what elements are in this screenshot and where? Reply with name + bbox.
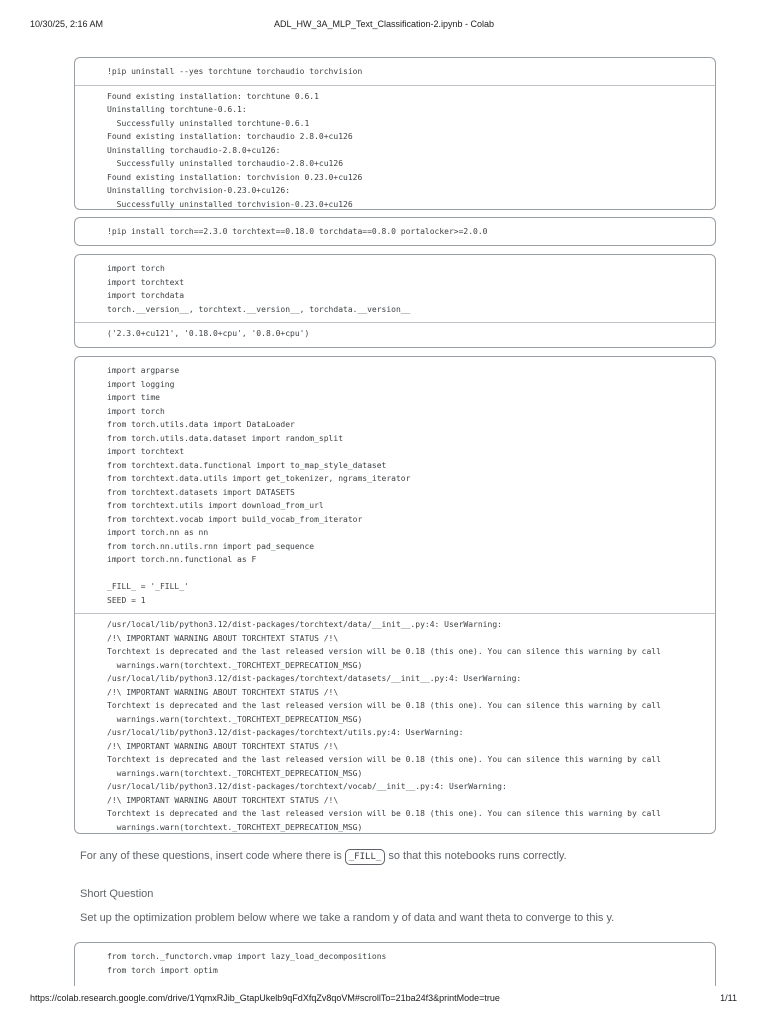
code-editor[interactable]: from torch._functorch.vmap import lazy_load_decompositions from torch import optim xyxy=(107,952,387,975)
cell-output: Found existing installation: torchtune 0.6.1 Uninstalling torchtune-0.6.1: Successfully uninstalled torchtune-0.6.1 Found existing installation: torchaudio 2.8.0+cu126 Uninstalling torchaudio-2.8.0+cu126: Successfully uninstalled torchaudio-2.8.0+cu126 Found existing installation: torchvision 0.23.0+cu126 Uninstalling torchvision-0.23.0+cu126: Successfully uninstalled torchvision-0.23.0+cu126 xyxy=(75,85,715,211)
print-url: https://colab.research.google.com/drive/1YqmxRJib_GtapUkelb9qFdXfqZv8qoVM#scrollTo=21ba24f3&printMode=true xyxy=(30,993,500,1003)
short-question-body: Set up the optimization problem below where we take a random y of data and want theta to converge to this y. xyxy=(80,912,615,924)
print-footer xyxy=(0,993,768,1007)
code-cell-pip-uninstall[interactable] xyxy=(74,57,716,210)
code-editor[interactable]: !pip install torch==2.3.0 torchtext==0.18.0 torchdata==0.8.0 portalocker>=2.0.0 xyxy=(107,227,488,236)
cell-output: ('2.3.0+cu121', '0.18.0+cpu', '0.8.0+cpu') xyxy=(75,322,715,347)
code-cell-optim[interactable] xyxy=(74,942,716,986)
fill-code-chip: _FILL_ xyxy=(345,849,386,865)
short-question-heading: Short Question xyxy=(80,888,154,900)
code-cell-versions[interactable] xyxy=(74,254,716,348)
print-header xyxy=(0,19,768,33)
instruction-text-end: so that this notebooks runs correctly. xyxy=(385,850,567,862)
print-date: 10/30/25, 2:16 AM xyxy=(30,19,104,29)
page-number: 1/11 xyxy=(720,993,737,1003)
instruction-text-start: For any of these questions, insert code where there is xyxy=(80,850,345,862)
code-cell-imports[interactable] xyxy=(74,356,716,834)
print-title: ADL_HW_3A_MLP_Text_Classification-2.ipynb - Colab xyxy=(273,19,495,29)
code-editor[interactable]: import torch import torchtext import torchdata torch.__version__, torchtext.__version__, torchdata.__version__ xyxy=(107,264,411,314)
code-editor[interactable]: import argparse import logging import time import torch from torch.utils.data import DataLoader from torch.utils.data.dataset import random_split import torchtext from torchtext.data.functional import to_map_style_dataset from torchtext.data.utils import get_tokenizer, ngrams_iterator from torchtext.datasets import DATASETS from torchtext.utils import download_from_url from torchtext.vocab import build_vocab_from_iterator import torch.nn as nn from torch.nn.utils.rnn import pad_sequence import torch.nn.functional as F _FILL_ = '_FILL_' SEED = 1 xyxy=(107,366,411,605)
code-cell-pip-install[interactable] xyxy=(74,217,716,246)
cell-output-warnings: /usr/local/lib/python3.12/dist-packages/torchtext/data/__init__.py:4: UserWarning: /!\ IMPORTANT WARNING ABOUT TORCHTEXT STATUS /!\ Torchtext is deprecated and the last released version will be 0.18 (this one). You can silence this warning by call warnings.warn(torchtext._TORCHTEXT_DEPRECATION_MSG) /usr/local/lib/python3.12/dist-packages/torchtext/datasets/__init__.py:4: UserWarning: /!\ IMPORTANT WARNING ABOUT TORCHTEXT STATUS /!\ Torchtext is deprecated and the last released version will be 0.18 (this one). You can silence this warning by call warnings.warn(torchtext._TORCHTEXT_DEPRECATION_MSG) /usr/local/lib/python3.12/dist-packages/torchtext/utils.py:4: UserWarning: /!\ IMPORTANT WARNING ABOUT TORCHTEXT STATUS /!\ Torchtext is deprecated and the last released version will be 0.18 (this one). You can silence this warning by call warnings.warn(torchtext._TORCHTEXT_DEPRECATION_MSG) /usr/local/lib/python3.12/dist-packages/torchtext/vocab/__init__.py:4: UserWarning: /!\ IMPORTANT WARNING ABOUT TORCHTEXT STATUS /!\ Torchtext is deprecated and the last released version will be 0.18 (this one). You can silence this warning by call warnings.warn(torchtext._TORCHTEXT_DEPRECATION_MSG) xyxy=(75,613,715,834)
code-editor[interactable]: !pip uninstall --yes torchtune torchaudio torchvision xyxy=(107,67,363,76)
instruction-text xyxy=(80,849,740,865)
